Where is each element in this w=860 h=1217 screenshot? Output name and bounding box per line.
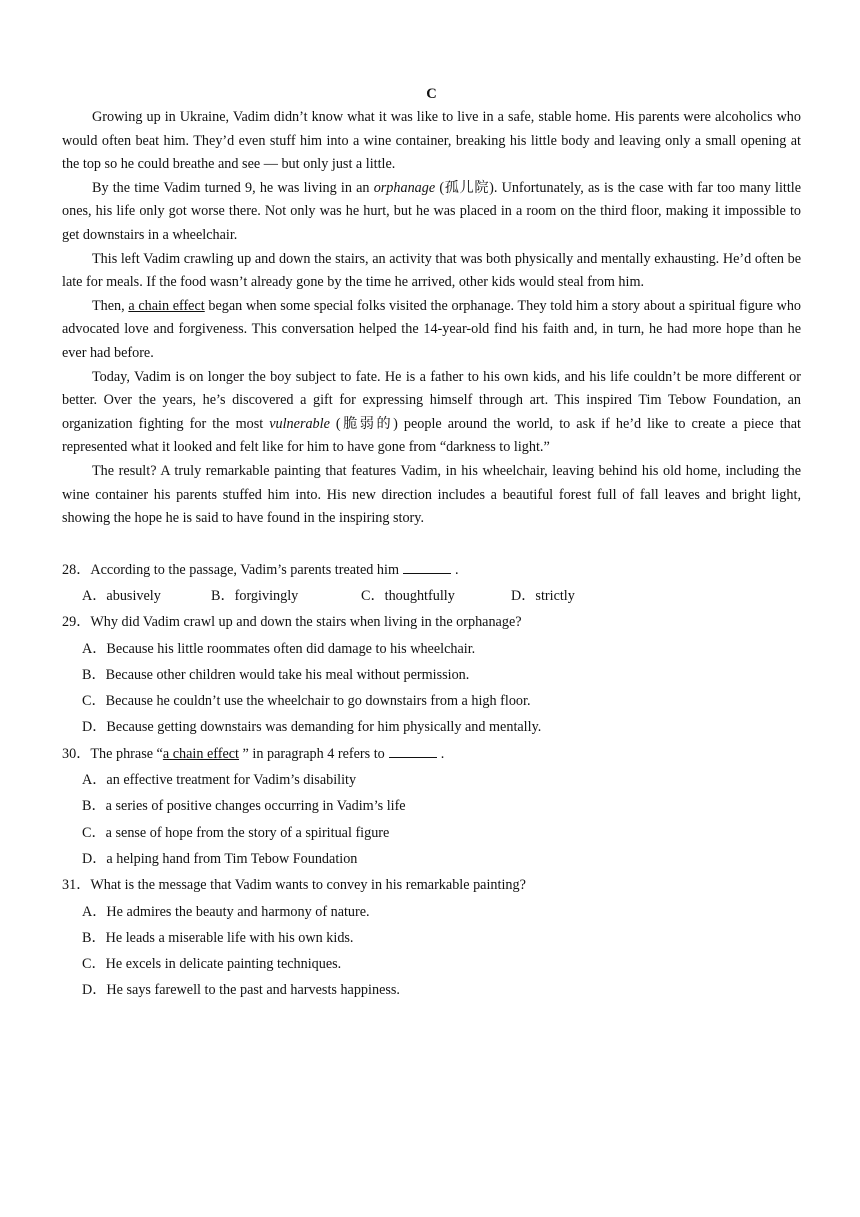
paragraph-text: began when some special folks visited the orphanage. They told him a story about a spiritual figure who advocated love and forgiveness. This conversation helped the 14-year-old find his faith and, in turn, he had more hope than he ever had before. — [62, 297, 802, 361]
reading-passage — [62, 106, 801, 531]
option-a[interactable]: A．an effective treatment for Vadim’s disability — [82, 772, 357, 789]
option-b[interactable]: B．Because other children would take his meal without permission. — [82, 666, 470, 683]
option-d[interactable]: D．He says farewell to the past and harvests happiness. — [82, 982, 400, 999]
paragraph-text: By the time Vadim turned 9, he was living in an — [92, 179, 374, 196]
question-stem: ” in paragraph 4 refers to — [239, 745, 385, 762]
exam-page — [62, 84, 801, 1004]
question-list — [62, 557, 801, 1004]
passage-paragraph-6: The result? A truly remarkable painting that features Vadim, in his wheelchair, leaving behind his old home, including the wine container his parents stuffed him into. His new direction includes a beautiful forest full of fall leaves and bright light, showing the hope he is said to have found in the inspiring story. — [62, 462, 801, 527]
paragraph-text: people around the world, to ask if he’d like to create a piece that represented what it looked and felt like for him to have gone from “darkness to light.” — [62, 415, 802, 456]
option-a[interactable]: A．He admires the beauty and harmony of nature. — [82, 903, 370, 920]
underlined-phrase: a chain effect — [162, 745, 239, 762]
option-b[interactable]: B．forgivingly — [211, 587, 299, 604]
answer-blank — [389, 745, 437, 758]
section-title: C — [426, 86, 437, 102]
question-30 — [62, 741, 801, 767]
passage-paragraph-3: This left Vadim crawling up and down the stairs, an activity that was both physically and mentally exhausting. He’d often be late for meals. If the food wasn’t already gone by the time he arrived, other kids would steal from him. — [62, 250, 801, 291]
option-a[interactable]: A．abusively — [82, 587, 161, 604]
paragraph-text: Then, — [92, 297, 129, 314]
chinese-gloss: (脆弱的) — [329, 415, 398, 432]
underlined-phrase: a chain effect — [128, 297, 205, 314]
option-d[interactable]: D．a helping hand from Tim Tebow Foundation — [82, 850, 358, 867]
passage-paragraph-2 — [62, 177, 801, 248]
paragraph-text: Today, Vadim is on longer the boy subject to fate. He is a father to his own kids, and his life couldn’t be more different or better. Over the years, he’s discovered a gift for expressing himself through art. This inspired Tim Tebow Foundation, an organization fighting for the most — [62, 368, 801, 432]
option-d[interactable]: D．Because getting downstairs was demanding for him physically and mentally. — [82, 719, 542, 736]
option-c[interactable]: C．thoughtfully — [361, 587, 455, 604]
question-31: 31．What is the message that Vadim wants to convey in his remarkable painting? — [62, 877, 526, 894]
question-stem: 28．According to the passage, Vadim’s parents treated him — [62, 561, 399, 578]
option-d[interactable]: D．strictly — [511, 587, 575, 604]
option-b[interactable]: B．He leads a miserable life with his own kids. — [82, 929, 354, 946]
passage-paragraph-1: Growing up in Ukraine, Vadim didn’t know what it was like to live in a safe, stable home. His parents were alcoholics who would often beat him. They’d even stuff him into a wine container, breaking his little body and leaving only a small opening at the top so he could breathe and see — but only just a little. — [62, 109, 801, 173]
passage-paragraph-4 — [62, 295, 801, 366]
passage-paragraph-5 — [62, 366, 801, 460]
glossed-term: orphanage — [373, 179, 436, 196]
question-end: . — [440, 745, 445, 762]
question-28 — [62, 557, 801, 583]
option-c[interactable]: C．He excels in delicate painting techniques. — [82, 956, 342, 973]
chinese-gloss: (孤儿院) — [435, 179, 494, 196]
answer-blank — [403, 561, 451, 574]
question-end: . — [455, 561, 459, 578]
question-29: 29．Why did Vadim crawl up and down the stairs when living in the orphanage? — [62, 614, 522, 631]
option-c[interactable]: C．a sense of hope from the story of a spiritual figure — [82, 824, 390, 841]
option-c[interactable]: C．Because he couldn’t use the wheelchair to go downstairs from a high floor. — [82, 693, 531, 710]
question-28-options — [62, 583, 801, 609]
option-a[interactable]: A．Because his little roommates often did damage to his wheelchair. — [82, 640, 476, 657]
paragraph-text: . Unfortunately, as is the case with far too many little ones, his life only got worse there. Not only was he hurt, but he was placed in a room on the third floor, making it impossible to get downstairs in a wheelchair. — [62, 179, 802, 243]
question-stem: 30．The phrase “ — [62, 745, 163, 762]
option-b[interactable]: B．a series of positive changes occurring in Vadim’s life — [82, 798, 406, 815]
glossed-term: vulnerable — [269, 415, 330, 432]
